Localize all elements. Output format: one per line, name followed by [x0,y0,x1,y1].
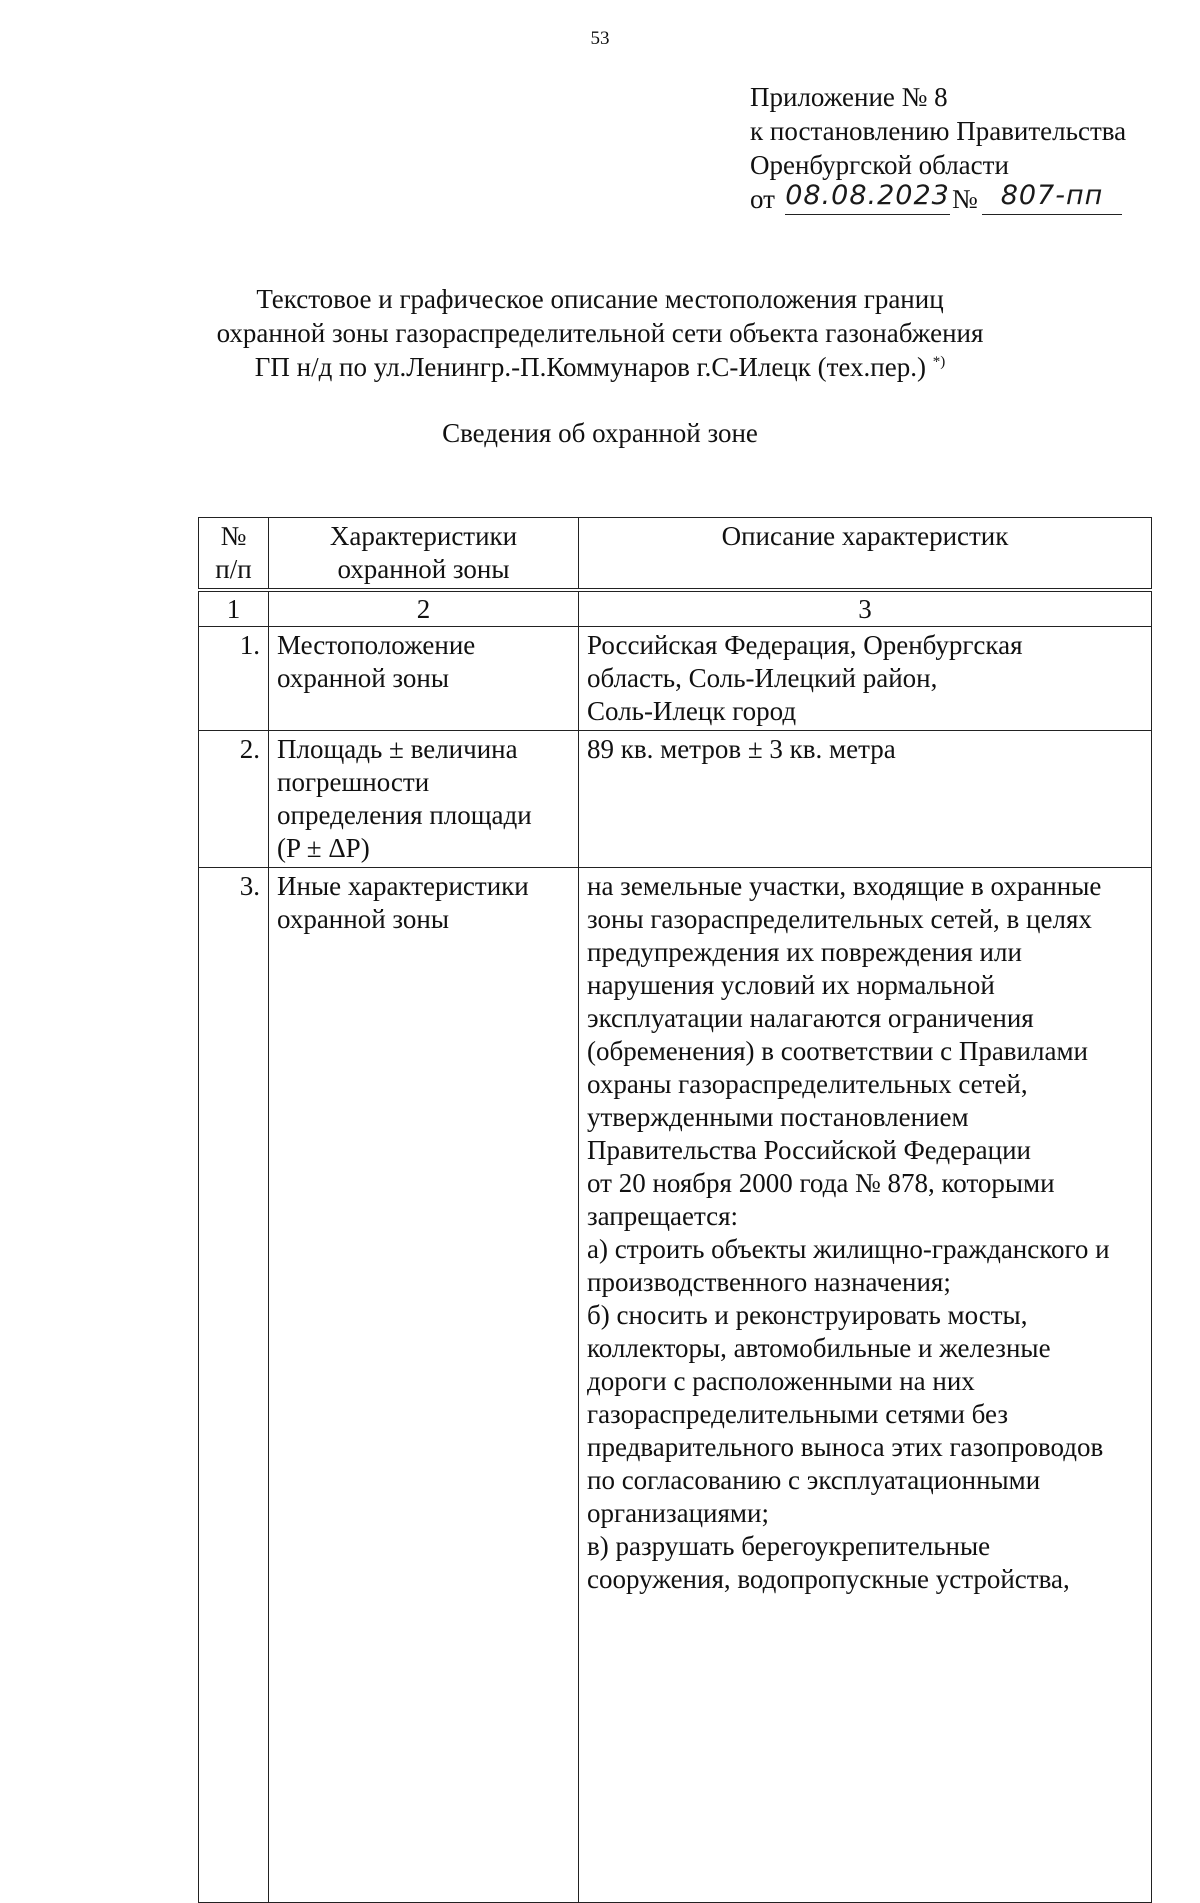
description-line: б) сносить и реконструировать мосты, [587,1300,1028,1330]
description-line: по согласованию с эксплуатационными [587,1465,1041,1495]
handwritten-date: 08.08.2023 [785,178,950,215]
description-line: коллекторы, автомобильные и железные [587,1333,1051,1363]
description-line: нарушения условий их нормальной [587,970,995,1000]
header-number-line-1: № [220,521,247,551]
characteristic-line: Иные характеристики [277,871,529,901]
description-line: организациями; [587,1498,769,1528]
appendix-line-1: Приложение № 8 [750,82,948,112]
resolution-date-number [750,182,1126,222]
row-characteristic [269,868,579,1903]
row-characteristic [269,731,579,868]
section-subtitle: Сведения об охранной зоне [442,418,758,448]
document-title [0,282,1200,384]
description-line: Соль-Илецк город [587,696,797,726]
table-row [199,731,1152,868]
description-line: Правительства Российской Федерации [587,1135,1031,1165]
row-description [579,627,1152,731]
zone-info-table [198,517,1152,1903]
from-prefix: от [750,184,775,214]
table-row [199,868,1152,1903]
description-line: 89 кв. метров ± 3 кв. метра [587,734,896,764]
handwritten-reg-number: 807-пп [982,178,1122,215]
title-line-2: охранной зоны газораспределительной сети объекта газонабжения [216,318,984,348]
title-line-1: Текстовое и графическое описание местоположения границ [256,284,944,314]
description-line: от 20 ноября 2000 года № 878, которыми [587,1168,1055,1198]
appendix-header [750,80,1126,222]
row-number: 3. [199,868,269,1903]
appendix-line-3: Оренбургской области [750,150,1009,180]
description-line: а) строить объекты жилищно-гражданского и [587,1234,1110,1264]
header-description: Описание характеристик [579,518,1152,591]
description-line: предварительного выноса этих газопроводов [587,1432,1104,1462]
description-line: область, Соль-Илецкий район, [587,663,938,693]
description-line: газораспределительными сетями без [587,1399,1009,1429]
characteristic-line: Площадь ± величина [277,734,518,764]
characteristic-line: охранной зоны [277,904,450,934]
title-line-3-text: ГП н/д по ул.Ленингр.-П.Коммунаров г.С-Илецк (тех.пер.) [254,352,926,382]
description-line: эксплуатации налагаются ограничения [587,1003,1034,1033]
page-number: 53 [590,28,610,49]
table-header-row [199,518,1152,591]
row-number: 1. [199,627,269,731]
characteristic-line: определения площади [277,800,532,830]
row-description [579,868,1152,1903]
column-number-2: 2 [269,590,579,627]
column-number-3: 3 [579,590,1152,627]
description-line: дороги с расположенными на них [587,1366,975,1396]
description-line: зоны газораспределительных сетей, в целях [587,904,1092,934]
table-row [199,627,1152,731]
characteristic-line: охранной зоны [277,663,450,693]
header-number [199,518,269,591]
appendix-line-2: к постановлению Правительства [750,116,1127,146]
column-number-1: 1 [199,590,269,627]
header-characteristics-line-2: охранной зоны [337,554,510,584]
description-line: охраны газораспределительных сетей, [587,1069,1028,1099]
row-description [579,731,1152,868]
description-line: производственного назначения; [587,1267,951,1297]
row-number: 2. [199,731,269,868]
characteristic-line: Местоположение [277,630,476,660]
footnote-mark: *) [932,354,946,370]
characteristic-line: погрешности [277,767,430,797]
description-line: утвержденными постановлением [587,1102,969,1132]
number-sign: № [952,184,978,214]
description-line: в) разрушать берегоукрепительные [587,1531,991,1561]
header-number-line-2: п/п [215,554,252,584]
description-line: запрещается: [587,1201,739,1231]
description-line: (обременения) в соответствии с Правилами [587,1036,1088,1066]
description-line: на земельные участки, входящие в охранные [587,871,1102,901]
header-characteristics [269,518,579,591]
row-characteristic [269,627,579,731]
title-line-3 [0,350,1200,384]
description-line: Российская Федерация, Оренбургская [587,630,1023,660]
description-line: сооружения, водопропускные устройства, [587,1564,1070,1594]
column-number-row [199,590,1152,627]
description-line: предупреждения их повреждения или [587,937,1022,967]
characteristic-line: (P ± ΔP) [277,833,370,863]
header-characteristics-line-1: Характеристики [329,521,518,551]
